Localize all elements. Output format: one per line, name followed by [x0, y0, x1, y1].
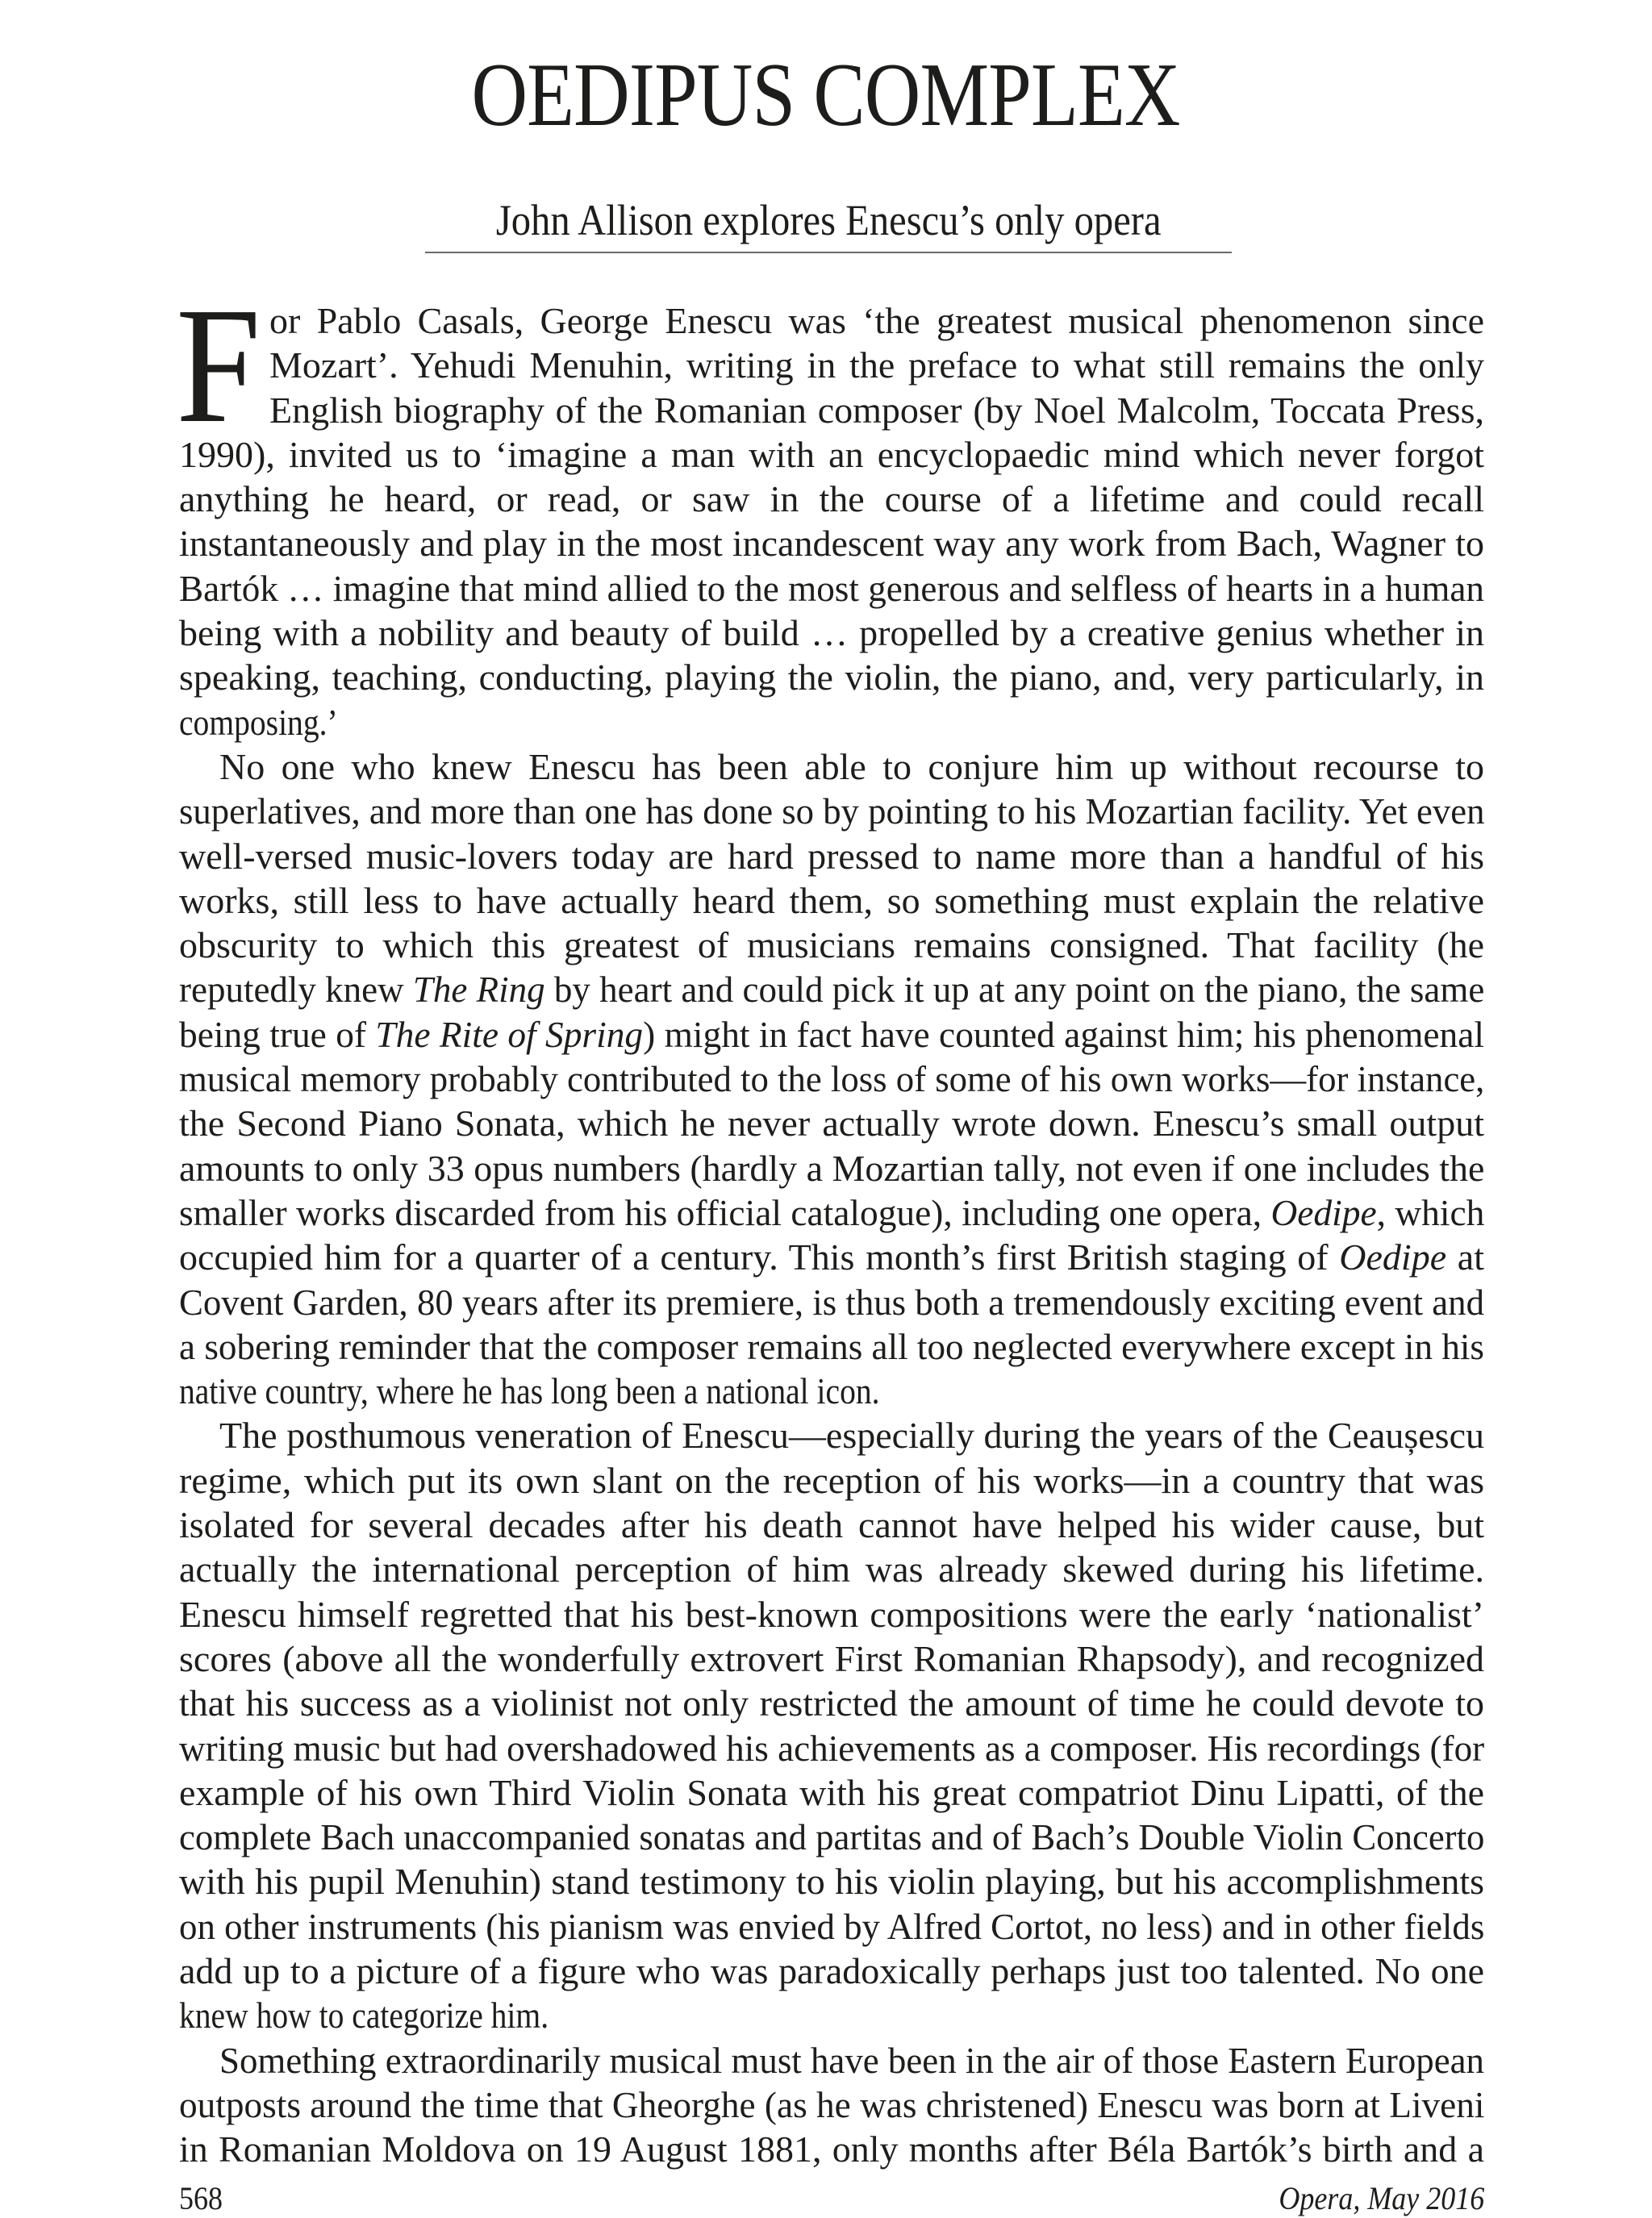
body-line — [179, 744, 1484, 789]
body-line — [179, 298, 1484, 343]
line-segment: reputedly knew — [179, 969, 413, 1011]
body-line — [179, 432, 1484, 477]
line-text: English biography of the Romanian composer (by Noel Malcolm, Toccata Press, — [269, 389, 1484, 431]
body-line — [179, 1949, 1484, 1993]
body-line — [179, 1503, 1484, 1547]
line-text: on other instruments (his pianism was envied by Alfred Cortot, no less) and in other fields — [179, 1905, 1485, 1947]
body-line — [179, 923, 1484, 967]
line-segment: by heart and could pick it up at any point on the piano, the same — [544, 969, 1485, 1011]
line-text: or Pablo Casals, George Enescu was ‘the greatest musical phenomenon since — [269, 300, 1484, 341]
line-text: amounts to only 33 opus numbers (hardly a Mozartian tally, not even if one includes the — [179, 1147, 1485, 1189]
line-text: Mozart’. Yehudi Menuhin, writing in the preface to what still remains the only — [269, 344, 1484, 386]
line-text: 1990), invited us to ‘imagine a man with an encyclopaedic mind which never forgot — [179, 433, 1484, 475]
line-text: complete Bach unaccompanied sonatas and partitas and of Bach’s Double Violin Concerto — [179, 1816, 1485, 1858]
body-line — [179, 1235, 1484, 1279]
line-text: knew how to categorize him. — [179, 1995, 549, 2037]
line-text: the Second Piano Sonata, which he never actually wrote down. Enescu’s small output — [179, 1103, 1484, 1144]
italic-title: The Rite of Spring — [375, 1013, 644, 1055]
body-line — [179, 477, 1484, 521]
article-subtitle-text: John Allison explores Enescu’s only opera — [495, 196, 1162, 244]
body-line — [179, 1190, 1484, 1235]
line-text: anything he heard, or read, or saw in the course of a lifetime and could recall — [179, 478, 1484, 520]
line-text — [179, 1235, 1484, 1279]
line-text: outposts around the time that Gheorghe (as he was christened) Enescu was born at Liveni — [179, 2083, 1485, 2125]
body-line — [179, 521, 1484, 565]
body-line — [179, 343, 1484, 387]
line-text: works, still less to have actually heard them, so something must explain the relative — [179, 879, 1484, 921]
line-text: in Romanian Moldova on 19 August 1881, only months after Béla Bartók’s birth and a — [179, 2128, 1484, 2170]
article-subtitle — [425, 194, 1232, 247]
body-line — [179, 566, 1484, 611]
subtitle-rule — [425, 252, 1232, 253]
article-title-text: OEDIPUS COMPLEX — [471, 45, 1181, 145]
line-segment: smaller works discarded from his official catalogue), including one opera, — [179, 1191, 1271, 1233]
body-line — [179, 834, 1484, 878]
line-text: scores (above all the wonderfully extrovert First Romanian Rhapsody), and recognized — [179, 1637, 1484, 1679]
line-text: that his success as a violinist not only restricted the amount of time he could devote to — [179, 1682, 1484, 1724]
line-text: native country, where he has long been a national icon. — [179, 1370, 880, 1412]
body-line — [179, 1859, 1484, 1903]
line-text: well-versed music-lovers today are hard pressed to name more than a handful of his — [179, 835, 1484, 877]
line-text: composing.’ — [179, 701, 338, 743]
body-line — [179, 388, 1484, 432]
body-line — [179, 1369, 1484, 1413]
body-line — [179, 2083, 1484, 2127]
body-line — [179, 1904, 1484, 1949]
page-number — [179, 2179, 227, 2218]
italic-title: Oedipe — [1339, 1236, 1447, 1278]
line-text: superlatives, and more than one has done so by pointing to his Mozartian facility. Yet even — [179, 790, 1485, 832]
body-line — [179, 1770, 1484, 1815]
body-line — [179, 1681, 1484, 1725]
drop-cap: F — [176, 273, 261, 457]
page-number-text: 568 — [179, 2180, 223, 2216]
line-text: actually the international perception of him was already skewed during his lifetime. — [179, 1549, 1484, 1591]
line-text: being with a nobility and beauty of build … propelled by a creative genius whether in — [179, 612, 1484, 654]
line-text: obscurity to which this greatest of musicians remains consigned. That facility (he — [179, 924, 1484, 966]
body-line — [179, 1280, 1484, 1324]
line-segment: , which — [1376, 1191, 1485, 1233]
line-text — [179, 1012, 1484, 1057]
body-line — [179, 1636, 1484, 1681]
body-line — [179, 1413, 1484, 1457]
line-text: speaking, teaching, conducting, playing the violin, the piano, and, very particularly, in — [179, 657, 1484, 698]
line-text: regime, which put its own slant on the reception of his works—in a country that was — [179, 1459, 1484, 1501]
line-text — [179, 1190, 1484, 1235]
line-text: Something extraordinarily musical must have been in the air of those Eastern European — [219, 2039, 1484, 2081]
body-line — [179, 1993, 1484, 2037]
line-text: instantaneously and play in the most incandescent way any work from Bach, Wagner to — [179, 523, 1484, 565]
body-line — [179, 967, 1484, 1011]
body-line — [179, 1012, 1484, 1057]
italic-title: The Ring — [412, 969, 545, 1011]
body-line — [179, 2038, 1484, 2083]
line-segment: occupied him for a quarter of a century. This month’s first British staging of — [179, 1236, 1340, 1278]
body-line — [179, 1815, 1484, 1859]
running-footer — [1256, 2179, 1484, 2218]
line-text: The posthumous veneration of Enescu—especially during the years of the Ceaușescu — [219, 1415, 1484, 1457]
italic-title: Oedipe — [1270, 1191, 1377, 1233]
article-title — [0, 47, 1652, 144]
line-text: with his pupil Menuhin) stand testimony to his violin playing, but his accomplishments — [179, 1861, 1484, 1903]
body-line — [179, 1726, 1484, 1770]
line-text: Bartók … imagine that mind allied to the most generous and selfless of hearts in a human — [179, 567, 1484, 609]
line-text: example of his own Third Violin Sonata with his great compatriot Dinu Lipatti, of the — [179, 1771, 1484, 1813]
line-text: No one who knew Enescu has been able to conjure him up without recourse to — [219, 745, 1484, 787]
line-text: Covent Garden, 80 years after its premiere, is thus both a tremendously exciting event and — [179, 1281, 1484, 1323]
line-text: a sobering reminder that the composer remains all too neglected everywhere except in his — [179, 1325, 1484, 1367]
line-segment: being true of — [179, 1013, 376, 1055]
line-text — [179, 967, 1484, 1011]
body-line — [179, 1458, 1484, 1503]
line-text: writing music but had overshadowed his achievements as a composer. His recordings (for — [179, 1727, 1485, 1769]
line-text: add up to a picture of a figure who was paradoxically perhaps just too talented. No one — [179, 1949, 1484, 1991]
body-line — [179, 1057, 1484, 1101]
line-segment: at — [1446, 1236, 1484, 1278]
line-text: musical memory probably contributed to the loss of some of his own works—for instance, — [179, 1058, 1485, 1100]
body-line — [179, 1146, 1484, 1190]
article-body — [179, 298, 1484, 2171]
body-line — [179, 789, 1484, 833]
body-line — [179, 1592, 1484, 1636]
line-text: isolated for several decades after his death cannot have helped his wider cause, but — [179, 1504, 1484, 1546]
body-line — [179, 1101, 1484, 1145]
body-line — [179, 700, 1484, 744]
body-line — [179, 1324, 1484, 1369]
body-line — [179, 611, 1484, 655]
running-footer-text: Opera, May 2016 — [1279, 2180, 1484, 2216]
line-segment: ) might in fact have counted against him; his phenomenal — [643, 1013, 1485, 1055]
line-text: Enescu himself regretted that his best-known compositions were the early ‘nationalist’ — [179, 1593, 1484, 1635]
body-line — [179, 655, 1484, 699]
body-line — [179, 878, 1484, 923]
body-line — [179, 2127, 1484, 2171]
body-line — [179, 1547, 1484, 1591]
